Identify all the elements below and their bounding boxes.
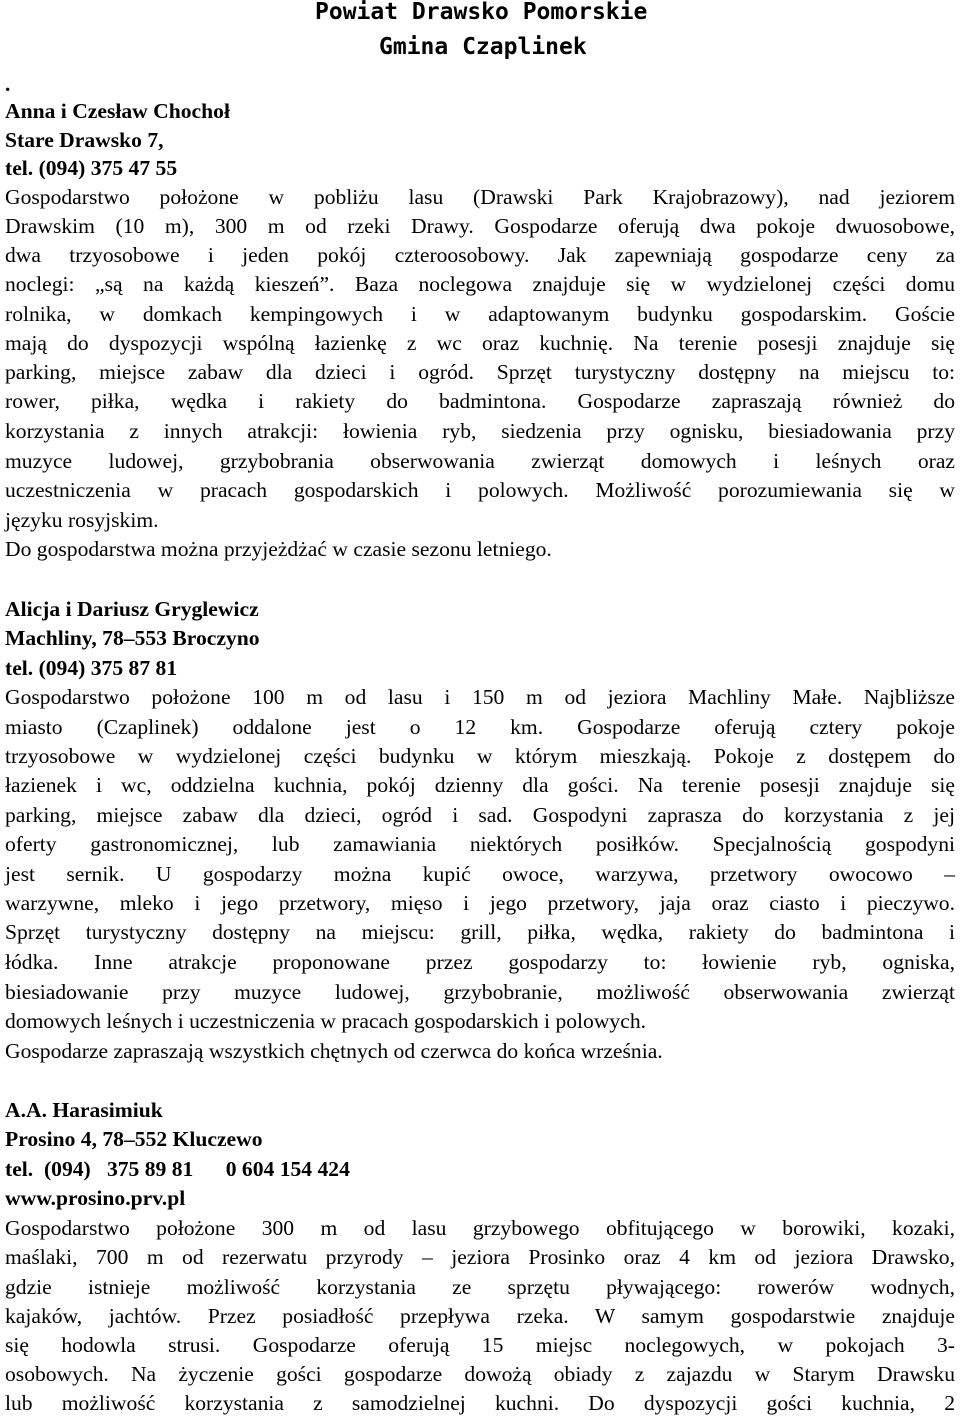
- listing3-line: osobowych. Na życzenie gości gospodarze dowożą obiady z zajazdu w Starym Drawsku: [5, 1362, 955, 1386]
- listing1-line: Drawskim (10 m), 300 m od rzeki Drawy. Gospodarze oferują dwa pokoje dwuosobowe,: [5, 214, 955, 238]
- listing1-name: Anna i Czesław Chochoł: [5, 99, 230, 123]
- listing3-line: gdzie istnieje możliwość korzystania ze sprzętu pływającego: rowerów wodnych,: [5, 1275, 955, 1299]
- listing1-dot: .: [5, 72, 11, 96]
- listing3-name: A.A. Harasimiuk: [5, 1098, 163, 1122]
- commune-heading: Gmina Czaplinek: [379, 34, 587, 60]
- listing3-line: lub możliwość korzystania z samodzielnej kuchni. Do dyspozycji gości kuchnia, 2: [5, 1391, 955, 1415]
- listing3-line: Gospodarstwo położone 300 m od lasu grzybowego obfitującego w borowiki, kozaki,: [5, 1216, 955, 1240]
- listing3-website: www.prosino.prv.pl: [5, 1186, 186, 1210]
- listing1-line: rower, piłka, wędka i rakiety do badmintona. Gospodarze zapraszają również do: [5, 389, 955, 413]
- listing2-line: parking, miejsce zabaw dla dzieci, ogród i sad. Gospodyni zaprasza do korzystania z jej: [5, 803, 955, 827]
- listing1-phone: tel. (094) 375 47 55: [5, 156, 178, 180]
- listing2-line: miasto (Czaplinek) oddalone jest o 12 km. Gospodarze oferują cztery pokoje: [5, 715, 955, 739]
- listing1-line: korzystania z innych atrakcji: łowienia ryb, siedzenia przy ognisku, biesiadowania przy: [5, 419, 955, 443]
- listing2-line: oferty gastronomicznej, lub zamawiania niektórych posiłków. Specjalnością gospodyni: [5, 832, 955, 856]
- listing3-line: się hodowla strusi. Gospodarze oferują 15 miejsc noclegowych, w pokojach 3-: [5, 1333, 955, 1357]
- listing2-line: Gospodarstwo położone 100 m od lasu i 150 m od jeziora Machliny Małe. Najbliższe: [5, 685, 955, 709]
- listing3-phone: tel. (094) 375 89 81 0 604 154 424: [5, 1157, 350, 1181]
- listing2-line: trzyosobowe w wydzielonej części budynku w którym mieszkają. Pokoje z dostępem do: [5, 744, 955, 768]
- listing1-line: mają do dyspozycji wspólną łazienkę z wc oraz kuchnię. Na terenie posesji znajduje się: [5, 331, 955, 355]
- listing2-line: Gospodarze zapraszają wszystkich chętnych od czerwca do końca września.: [5, 1039, 663, 1063]
- listing2-line: Sprzęt turystyczny dostępny na miejscu: grill, piłka, wędka, rakiety do badmintona i: [5, 920, 955, 944]
- listing1-line: uczestniczenia w pracach gospodarskich i polowych. Możliwość porozumiewania się w: [5, 478, 955, 502]
- listing1-line: rolnika, w domkach kempingowych i w adaptowanym budynku gospodarskim. Goście: [5, 302, 955, 326]
- listing1-line: Gospodarstwo położone w pobliżu lasu (Drawski Park Krajobrazowy), nad jeziorem: [5, 185, 955, 209]
- listing1-address: Stare Drawsko 7,: [5, 128, 164, 152]
- listing2-line: łódka. Inne atrakcje proponowane przez gospodarzy to: łowienie ryb, ogniska,: [5, 950, 955, 974]
- listing1-line: dwa trzyosobowe i jeden pokój czteroosobowy. Jak zapewniają gospodarze ceny za: [5, 243, 955, 267]
- listing2-line: łazienek i wc, oddzielna kuchnia, pokój dzienny dla gości. Na terenie posesji znajduje się: [5, 773, 955, 797]
- listing2-address: Machliny, 78–553 Broczyno: [5, 626, 260, 650]
- listing3-line: kajaków, jachtów. Przez posiadłość przepływa rzeka. W samym gospodarstwie znajduje: [5, 1304, 955, 1328]
- listing3-line: maślaki, 700 m od rezerwatu przyrody – jeziora Prosinko oraz 4 km od jeziora Drawsko,: [5, 1245, 955, 1269]
- listing1-line: muzyce ludowej, grzybobrania obserwowania zwierząt domowych i leśnych oraz: [5, 449, 955, 473]
- listing3-address: Prosino 4, 78–552 Kluczewo: [5, 1127, 263, 1151]
- listing2-line: domowych leśnych i uczestniczenia w pracach gospodarskich i polowych.: [5, 1009, 647, 1033]
- listing2-phone: tel. (094) 375 87 81: [5, 656, 178, 680]
- listing2-line: warzywne, mleko i jego przetwory, mięso i jego przetwory, jaja oraz ciasto i pieczywo.: [5, 891, 955, 915]
- listing2-name: Alicja i Dariusz Gryglewicz: [5, 597, 259, 621]
- listing1-line: noclegi: „są na każdą kieszeń”. Baza noclegowa znajduje się w wydzielonej części domu: [5, 272, 955, 296]
- listing1-line: języku rosyjskim.: [5, 508, 159, 532]
- county-heading: Powiat Drawsko Pomorskie: [315, 0, 648, 25]
- listing2-line: jest sernik. U gospodarzy można kupić owoce, warzywa, przetwory owocowo –: [5, 862, 955, 886]
- listing2-line: biesiadowanie przy muzyce ludowej, grzybobranie, możliwość obserwowania zwierząt: [5, 980, 955, 1004]
- listing1-line: Do gospodarstwa można przyjeżdżać w czasie sezonu letniego.: [5, 537, 552, 561]
- listing1-line: parking, miejsce zabaw dla dzieci i ogród. Sprzęt turystyczny dostępny na miejscu to:: [5, 360, 955, 384]
